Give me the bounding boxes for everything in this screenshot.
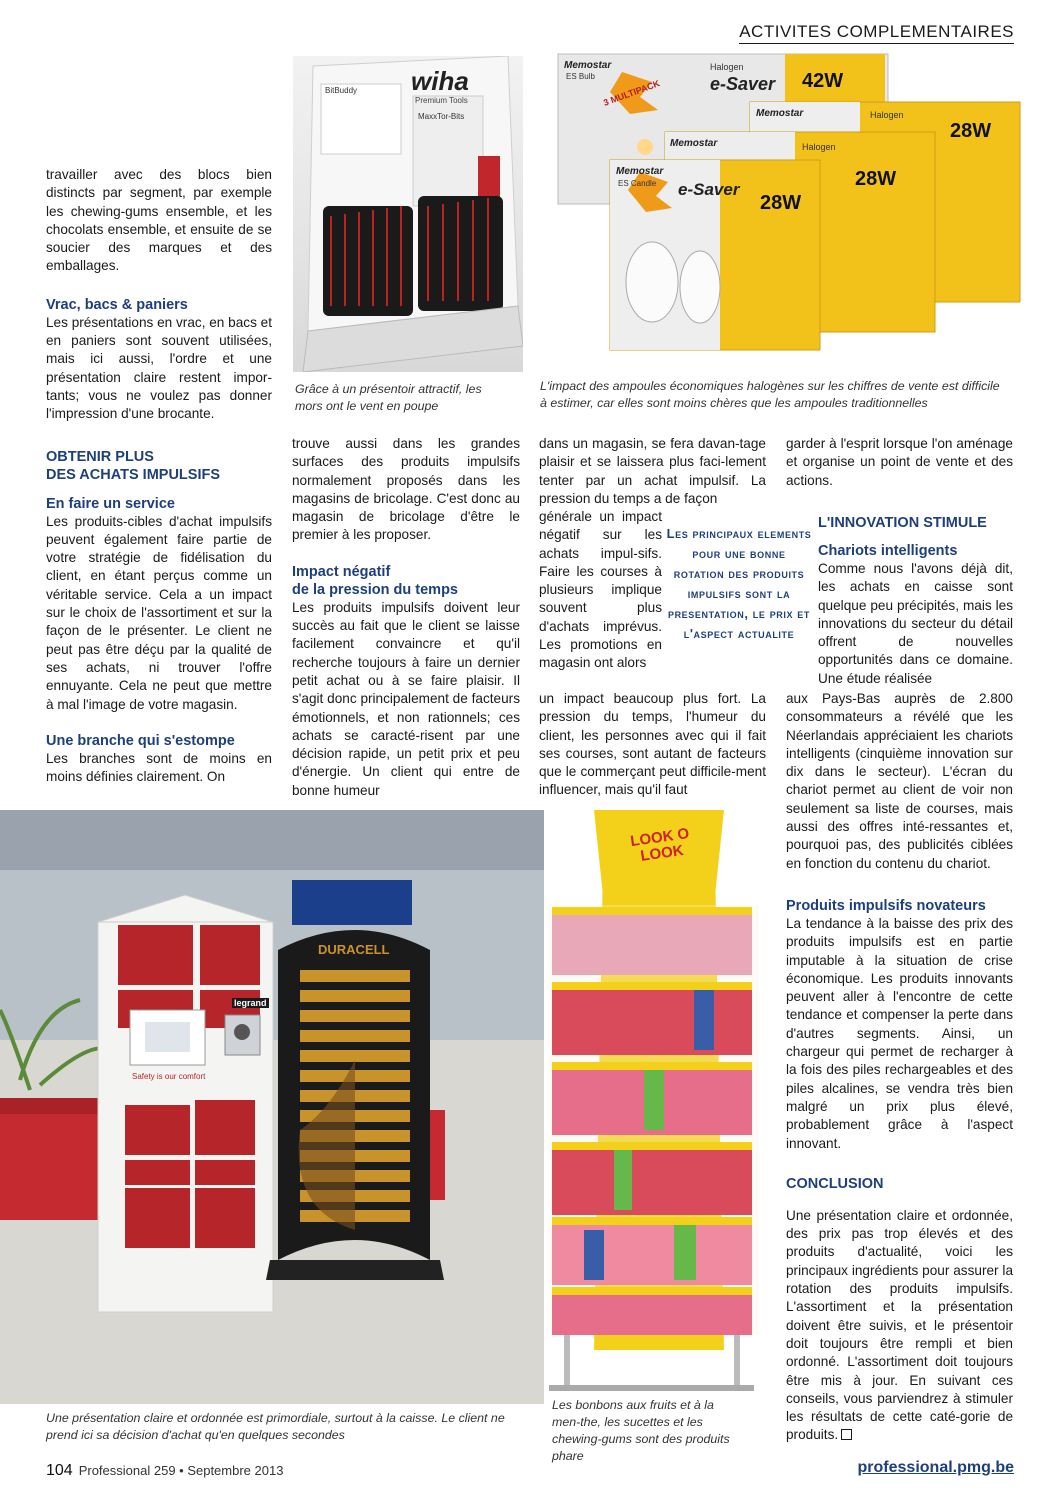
page-number: 104: [46, 1462, 73, 1479]
memostar-label-3: Memostar: [670, 138, 718, 149]
lamp-boxes-photo: [540, 52, 1030, 362]
looklook-label: LOOK O LOOK: [629, 825, 691, 865]
end-mark-icon: [841, 1429, 852, 1440]
memostar-label-2: Memostar: [756, 108, 804, 119]
es-bulb-label: ES Bulb: [566, 72, 595, 81]
col4-text1: garder à l'esprit lorsque l'on aménage et organise un point de vente et des actions.: [786, 436, 1013, 488]
es-candle-label: ES Candle: [618, 179, 657, 188]
wiha-display-illustration: [293, 56, 523, 372]
legrand-label: legrand: [234, 998, 267, 1008]
section-heading-line1: OBTENIR PLUS: [46, 448, 154, 465]
impact-heading-line1: Impact négatif: [292, 563, 391, 580]
esaver-label-2: e-Saver: [678, 180, 740, 199]
chariots-heading: Chariots intelligents: [818, 543, 958, 559]
chariots-text-wide: aux Pays-Bas auprès de 2.800 consommateurs a révélé que les Néerlandais appréciaient les chariots intelligents (cinquième innovation sur dix dans le secteur). L'écran du chariot permet au client de voir non seulement sa liste de courses, mais aussi des offres inté-ressantes et, pourquoi pas, des publicités ciblées en fonction du contenu du chariot.: [786, 691, 1013, 871]
column-3-top: [539, 435, 766, 508]
novateurs-heading: Produits impulsifs novateurs: [786, 897, 986, 914]
watt-28-label-1: 28W: [950, 120, 992, 142]
wiha-display-photo: [293, 56, 523, 372]
column-4-main: [786, 690, 1013, 1445]
col3-text-bottom: un impact beaucoup plus fort. La pression du temps, l'humeur du client, les personnes avec qui il fait ses courses, sont autant de facteurs que le commerçant peut difficile-ment influencer, mais qu'il faut: [539, 691, 766, 798]
column-3-bottom: [539, 690, 766, 800]
halogen-label-3: Halogen: [802, 142, 836, 152]
halogen-label-1: Halogen: [710, 62, 744, 72]
store-caption: Une présentation claire et ordonnée est primordiale, surtout à la caisse. Le client ne prend ici sa décision d'achat qu'en quelques secondes: [46, 1411, 505, 1442]
innovation-heading: L'INNOVATION STIMULE: [818, 515, 987, 531]
store-display-illustration: [0, 810, 544, 1404]
watt-42-label: 42W: [802, 70, 844, 92]
vrac-text: Les présentations en vrac, en bacs et en paniers sont souvent utilisées, mais ici aussi, l'ordre et une présentation claire restent impor-tants; vous ne voulez pas donner l'impression d'une brocante.: [46, 314, 272, 422]
service-heading: En faire un service: [46, 495, 175, 512]
section-heading-line2: DES ACHATS IMPULSIFS: [46, 466, 221, 483]
column-3-left: [539, 508, 662, 673]
wiha-sub-label: Premium Tools: [415, 96, 468, 105]
candy-stand-illustration: [544, 810, 770, 1394]
issue-info: Professional 259 • Septembre 2013: [78, 1463, 284, 1478]
memostar-label-1: Memostar: [564, 60, 612, 71]
conclusion-body: Une présentation claire et ordonnée, des prix pas trop élevés et des produits d'actualité, voici les principaux ingrédients pour assurer la rotation des produits impulsifs. L'assortiment et la présentation doivent être suivis, et le présentoir doit toujours être rempli et bien ordonné. L'assortiment doit toujours être mis à jour. En suivant ces conseils, vous parviendrez à stimuler les résultats de cette caté-gorie de produits.: [786, 1207, 1013, 1443]
wiha-brand-label: wiha: [411, 66, 469, 96]
impact-heading-line2: de la pression du temps: [292, 581, 458, 598]
section-header: ACTIVITES COMPLEMENTAIRES: [739, 22, 1014, 44]
column-4-innovation: [818, 514, 1013, 688]
col3-text-left: générale un impact négatif sur les achats impul-sifs. Faire les courses à plusieurs implique souvent plus d'achats imprévus. Les promotions en magasin ont alors: [539, 509, 662, 671]
branche-text: Les branches sont de moins en moins définies clairement. On: [46, 750, 272, 785]
wiha-caption: Grâce à un présentoir attractif, les mors ont le vent en poupe: [295, 382, 482, 413]
column-4-top: [786, 435, 1013, 490]
pull-quote: Les principaux elements pour une bonne rotation des produits impulsifs sont la presentation, le prix et l'aspect actualite: [666, 526, 812, 641]
chariots-text-narrow: Comme nous l'avons déjà dit, les achats en caisse sont quelque peu précipités, mais les innovations du secteur du détail offrent de nouvelles opportunités dans ce domaine. Une étude réalisée: [818, 561, 1013, 686]
wiha-bitbuddy-label: BitBuddy: [325, 86, 358, 95]
watt-28-label-3: 28W: [760, 192, 802, 214]
impact-text: Les produits impulsifs doivent leur succès au fait que le client se laisse facilement convaincre et qu'il recherche toujours à faire un dernier petit achat ou à se faire plaisir. Il s'agit donc principalement de facteurs émotionnels, et non rationnels; ces achats se caracté-risent par une décision rapide, un petit prix et peu d'énergie. Un client qui entre de bonne humeur: [292, 599, 520, 798]
esaver-label-1: e-Saver: [710, 74, 776, 94]
safety-label: Safety is our comfort: [132, 1072, 206, 1081]
store-display-photo: [0, 810, 544, 1404]
multipack-label: 3 MULTIPACK: [602, 78, 662, 108]
novateurs-text: La tendance à la baisse des prix des produits impulsifs est en partie imputable à la situation de crise économique. Les produits innovants peuvent aller à l'encontre de cette tendance et compenser la perte dans d'autres segments. Ainsi, un chargeur qui permet de recharger à la fois des piles rechargeables et des piles alcalines, se vendra très bien malgré un prix plus élevé, probablement grâce à l'aspect innovant.: [786, 915, 1013, 1151]
branche-heading: Une branche qui s'estompe: [46, 732, 235, 749]
website-link[interactable]: professional.pmg.be: [857, 1459, 1014, 1476]
candy-caption: Les bonbons aux fruits et à la men-the, les sucettes et les chewing-gums sont des produits phare: [552, 1398, 730, 1463]
vrac-heading: Vrac, bacs & paniers: [46, 296, 188, 313]
col2-text1: trouve aussi dans les grandes surfaces des produits impulsifs normalement proposés dans les magasins de bricolage. C'est donc au magasin de bricolage d'être le premier à les proposer.: [292, 436, 520, 543]
column-1: [46, 166, 272, 786]
footer-left: [46, 1462, 283, 1480]
halogen-label-2: Halogen: [870, 110, 904, 120]
service-text: Les produits-cibles d'achat impulsifs peuvent également faire partie de votre stratégie de fidélisation du client, en étant perçus comme un véritable service. Cela a un impact sur le choix de l'assortiment et sur la façon de le présenter. Le client ne peut pas être déçu par la qualité de ses achats, ni trouver l'offre ennuyante. Cela ne peut que mettre à mal l'image de votre magasin.: [46, 513, 272, 712]
column-2: [292, 435, 520, 800]
conclusion-heading: CONCLUSION: [786, 1175, 884, 1192]
wiha-maxx-label: MaxxTor-Bits: [418, 112, 465, 121]
col1-intro: travailler avec des blocs bien distincts par segment, par exemple les chewing-gums ensemble, et les chocolats ensemble, et ensuite de se soucier des marques et des emballages.: [46, 167, 272, 274]
watt-28-label-2: 28W: [855, 168, 897, 190]
col3-text-top: dans un magasin, se fera davan-tage plaisir et se laissera plus faci-lement tenter par un achat impulsif. La pression du temps a de façon: [539, 436, 766, 506]
duracell-label: DURACELL: [318, 942, 390, 957]
lamps-caption: L'impact des ampoules économiques halogènes sur les chiffres de vente est difficile à estimer, car elles sont moins chères que les ampoules traditionnelles: [540, 379, 1000, 410]
conclusion-text: [786, 1207, 1013, 1445]
candy-stand-photo: [544, 810, 770, 1394]
memostar-label-4: Memostar: [616, 166, 664, 177]
